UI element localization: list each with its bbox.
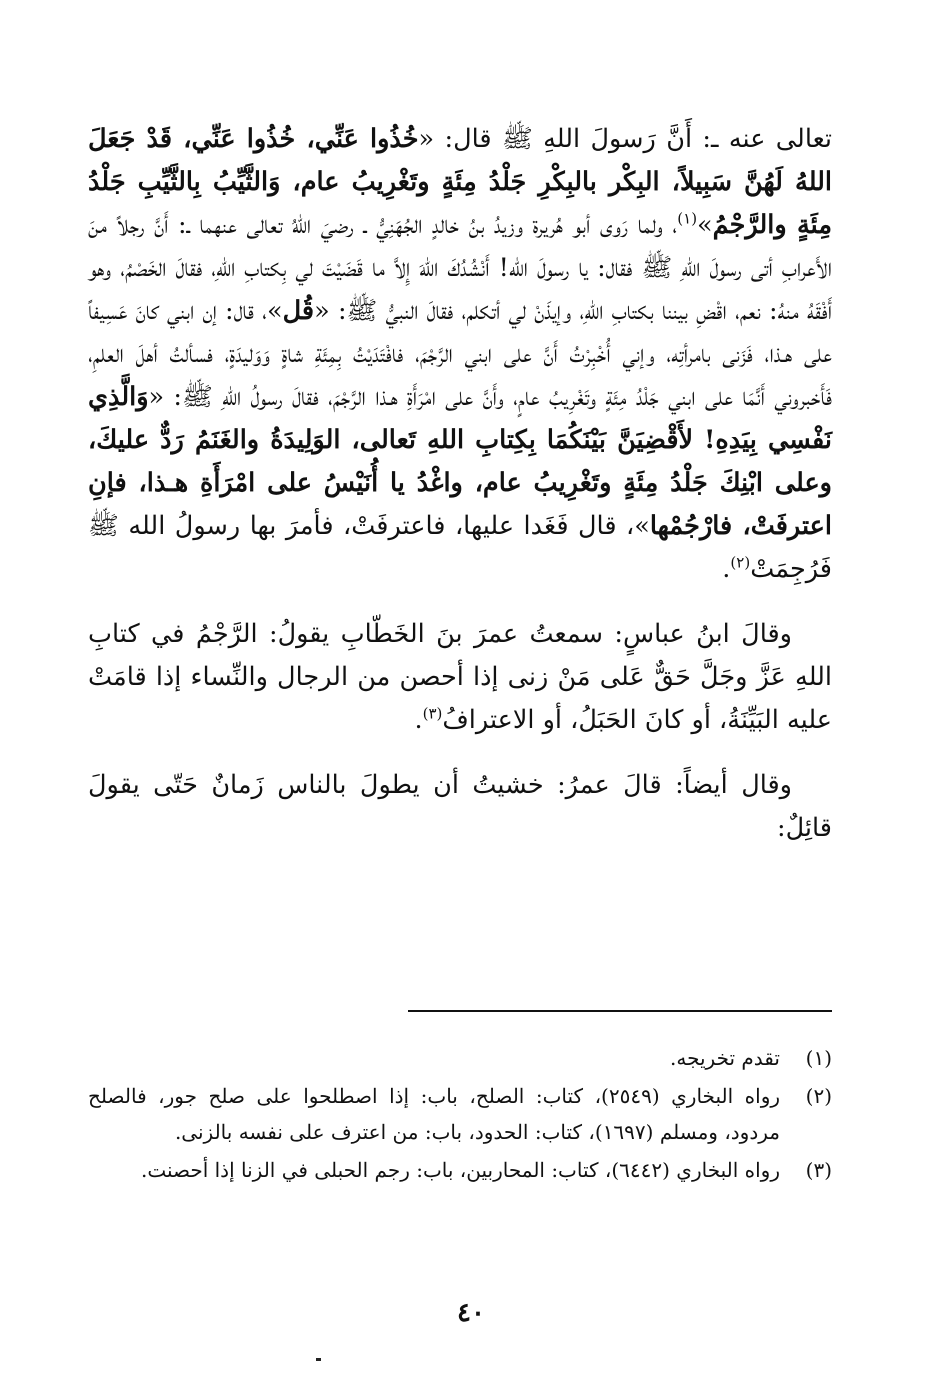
hadith-quote: قُل [282,296,315,326]
main-text [88,118,832,850]
text-span: . [414,705,423,735]
text-span: »، قال: إن ابني كانَ عَسِيفاً على هـذا، فَزَنى بامرأتِه، وإني أُخْبِرْتُ أَنَّ على ابني الرَّجْمَ، فافْتَدَيْتُ بِمِئَةِ شاةٍ وَوَليدَةٍ، فسألتُ أهلَ العلمِ، فَأَخبروني أَنَّمَا على ابني جَلْدُ مِئَةٍ وتَغْرِيبُ عامٍ، وأَنَّ على امْرَأَةِ هـذا الرَّجْمَ، فقالَ رسولُ اللهِ ﷺ: « [88,296,832,412]
footnote-separator [408,1010,832,1012]
footnote-text: تقدم تخريجه. [670,1046,780,1070]
footnote-item [88,1152,832,1188]
footnote-text: رواه البخاري (٦٤٤٢)، كتاب: المحاربين، باب: رجم الحبلى في الزنا إذا أحصنت. [140,1158,780,1182]
hadith-quote: خُذُوا عَنِّي، خُذُوا عَنِّي، قَدْ جَعَلَ اللهُ لَهُنَّ سَبِيلاً، البِكْر بالبِكْرِ جَلْدُ مِئَةٍ وتَغْرِيبُ عام، وَالثَّيِّبُ بِالثَّيِّبِ جَلْدُ مِئَةٍ والرَّجْمُ [88,124,832,240]
text-span: »، قال فَغَدا عليها، فاعترفَتْ، فأمرَ بها رسولُ الله ﷺ فَرُجِمَتْ [88,511,832,584]
paragraph-2 [88,613,832,742]
text-span: وقالَ ابنُ عباسٍ: سمعتُ عمرَ بنَ الخَطّابِ يقولُ: الرَّجْمُ في كتابِ اللهِ عَزَّ وجَلَّ حَقٌّ عَلى مَنْ زنى إذا أحصن من الرجال والنِّساء إذا قامَتْ عليه البَيِّنَةُ، أو كانَ الحَبَلُ، أو الاعترافُ [88,619,832,735]
text-span: ، ولما رَوى أبو هُريرة وزيدُ بنُ خالدٍ الجُهَنِيُّ ـ رضيَ اللهُ تعالى عنهما ـ: أَنَّ رجلاً منَ الأَعرابِ أتى رسولَ اللهِ ﷺ فقال: يا رسولَ الله! أَنْشُدُكَ اللهَ إِلاَّ ما قَضَيْتَ لي بِكتابِ اللهِ، فقالَ الخَصْمُ، وهو أَفْقَهُ منهُ: نعم، اقْضِ بيننا بكتابِ اللهِ، وإيذَنْ لي أتكلم، فقالَ النبيُّ ﷺ: « [88,210,832,326]
paragraph-3 [88,764,832,850]
text-span: وقال أيضاً: قالَ عمرُ: خشيتُ أن يطولَ بالناس زَمانٌ حَتّى يقولَ قائِلٌ: [88,770,832,843]
paragraph-1 [88,118,832,591]
footnote-item [88,1040,832,1076]
footnote-number: (٣) [805,1158,832,1182]
scan-speck [316,1358,321,1361]
footnote-number: (١) [805,1046,832,1070]
text-span: » [697,210,713,240]
footnote-ref: (٢) [730,553,751,572]
text-span: . [722,554,731,584]
footnote-text: رواه البخاري (٢٥٤٩)، كتاب: الصلح، باب: إذا اصطلحوا على صلح جور، فالصلح مردود، ومسلم (١٦٩٧)، كتاب: الحدود، باب: من اعترف على نفسه بالزنى. [88,1084,781,1144]
page-number: ٤٠ [457,1298,485,1328]
footnotes [88,1040,832,1190]
footnote-number: (٢) [805,1084,832,1108]
footnote-ref: (١) [677,209,698,228]
hadith-quote: وَالَّذِي نَفْسِي بِيَدِهِ! لأَقْضِيَنَّ بَيْنَكُمَا بِكِتابِ اللهِ تَعالى، الوَلِيدَةُ والغَنَمُ رَدٌّ عليكَ، وعلى ابْنِكَ جَلْدُ مِئَةٍ وتَغْرِيبُ عام، واغْدُ يا أُنَيْسُ على امْرَأَةِ هـذا، فإنِ اعترفَتْ، فارْجُمْها [88,382,832,541]
footnote-ref: (٣) [422,704,443,723]
footnote-item [88,1078,832,1150]
text-span: تعالى عنه ـ: أَنَّ رَسولَ اللهِ ﷺ قال: « [418,124,832,154]
